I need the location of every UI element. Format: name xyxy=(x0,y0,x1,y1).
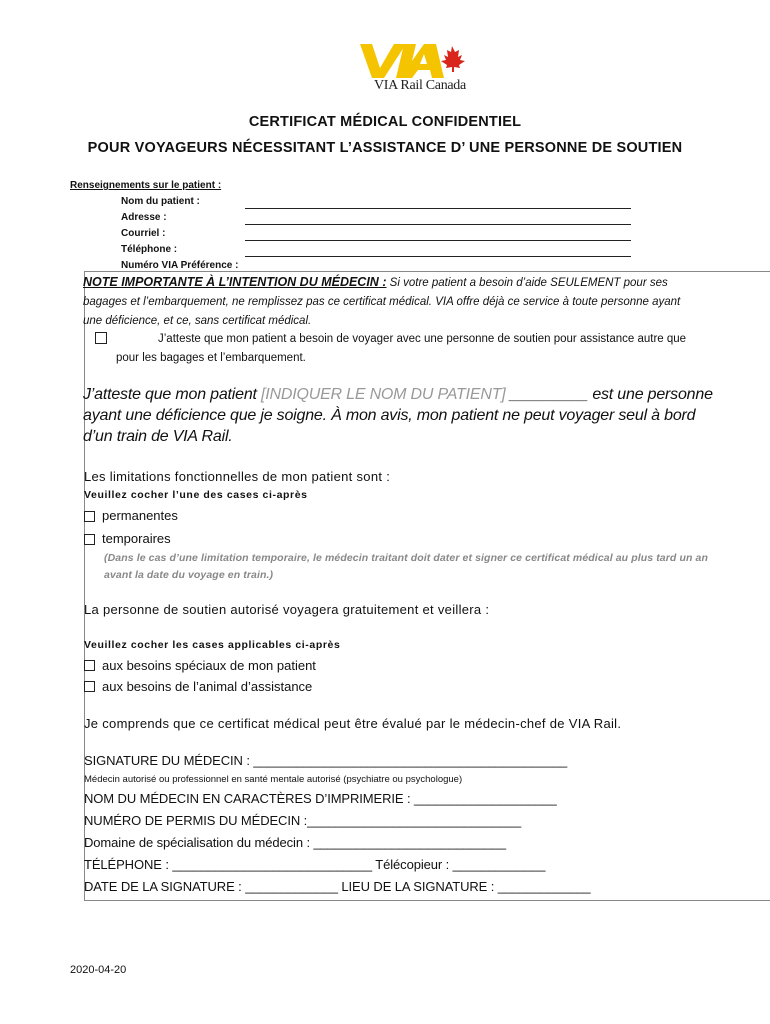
support-instruction: Veuillez cocher les cases applicables ci-après xyxy=(84,639,341,651)
declaration-part2: est une personne ayant une déficience que je soigne. À mon avis, mon patient ne peut voyager seul à bord d’un train de VIA Rail. xyxy=(83,386,713,445)
address-field[interactable] xyxy=(245,224,631,225)
specialty-line[interactable]: Domaine de spécialisation du médecin : ___________________________ xyxy=(84,835,507,850)
email-label: Courriel : xyxy=(121,228,166,239)
baggage-attest-text: J’atteste que mon patient a besoin de voyager avec une personne de soutien pour assistance autre que pour les bagages et l’embarquement. xyxy=(116,333,687,364)
temporary-checkbox[interactable] xyxy=(84,534,95,545)
special-needs-label: aux besoins spéciaux de mon patient xyxy=(102,658,316,673)
patient-name-label: Nom du patient : xyxy=(121,196,200,207)
phone-field[interactable] xyxy=(245,256,631,257)
note-body: Si votre patient a besoin d’aide SEULEMENT pour ses bagages et l’embarquement, ne remplissez pas ce certificat médical. VIA offre déjà ce service à toute personne ayant une déficience, et ce, sans certificat médical. xyxy=(83,277,681,327)
phone-label: Téléphone : xyxy=(121,244,178,255)
permanent-checkbox[interactable] xyxy=(84,511,95,522)
baggage-attest-checkbox[interactable] xyxy=(95,332,107,344)
service-animal-label: aux besoins de l’animal d’assistance xyxy=(102,679,313,694)
declaration-part1: J’atteste que mon patient xyxy=(83,386,262,403)
phone-fax-line[interactable]: TÉLÉPHONE : ____________________________ Télécopieur : _____________ xyxy=(84,857,546,872)
document-subtitle: POUR VOYAGEURS NÉCESSITANT L’ASSISTANCE D’ UNE PERSONNE DE SOUTIEN xyxy=(87,140,683,156)
patient-name-field[interactable] xyxy=(245,208,631,209)
company-name: VIA Rail Canada xyxy=(374,78,466,93)
document-title: CERTIFICAT MÉDICAL CONFIDENTIEL xyxy=(248,114,522,130)
permanent-label: permanentes xyxy=(102,508,178,523)
note-title-sep: : xyxy=(378,275,387,289)
physician-signature-line[interactable]: SIGNATURE DU MÉDECIN : ____________________________________________ xyxy=(84,753,568,768)
revision-date: 2020-04-20 xyxy=(70,964,127,976)
declaration xyxy=(83,384,723,447)
patient-info-heading: Renseignements sur le patient : xyxy=(70,180,222,191)
temporary-note: (Dans le cas d’une limitation temporaire, le médecin traitant doit dater et signer ce certificat médical au plus tard un an avant la date du voyage en train.) xyxy=(104,552,708,581)
limitations-instruction: Veuillez cocher l’une des cases ci-après xyxy=(84,489,308,501)
email-field[interactable] xyxy=(245,240,631,241)
support-heading: La personne de soutien autorisé voyagera gratuitement et veillera : xyxy=(84,602,490,617)
physician-name-line[interactable]: NOM DU MÉDECIN EN CARACTÈRES D’IMPRIMERIE : ____________________ xyxy=(84,791,557,806)
via-preference-label: Numéro VIA Préférence : xyxy=(121,260,239,271)
service-animal-checkbox[interactable] xyxy=(84,681,95,692)
limitations-heading: Les limitations fonctionnelles de mon patient sont : xyxy=(84,469,391,484)
important-note xyxy=(83,273,695,331)
patient-name-placeholder[interactable]: [INDIQUER LE NOM DU PATIENT] xyxy=(261,386,506,403)
understanding-text: Je comprends que ce certificat médical peut être évalué par le médecin-chef de VIA Rail. xyxy=(84,716,622,731)
temporary-label: temporaires xyxy=(102,531,171,546)
date-place-line[interactable]: DATE DE LA SIGNATURE : _____________ LIEU DE LA SIGNATURE : _____________ xyxy=(84,879,591,894)
address-label: Adresse : xyxy=(121,212,167,223)
note-title: NOTE IMPORTANTE À L’INTENTION DU MÉDECIN xyxy=(83,275,379,289)
declaration-blank: _________ xyxy=(505,386,593,403)
special-needs-checkbox[interactable] xyxy=(84,660,95,671)
permit-number-line[interactable]: NUMÉRO DE PERMIS DU MÉDECIN :______________________________ xyxy=(84,813,522,828)
signature-note: Médecin autorisé ou professionnel en santé mentale autorisé (psychiatre ou psychologue) xyxy=(84,774,463,785)
